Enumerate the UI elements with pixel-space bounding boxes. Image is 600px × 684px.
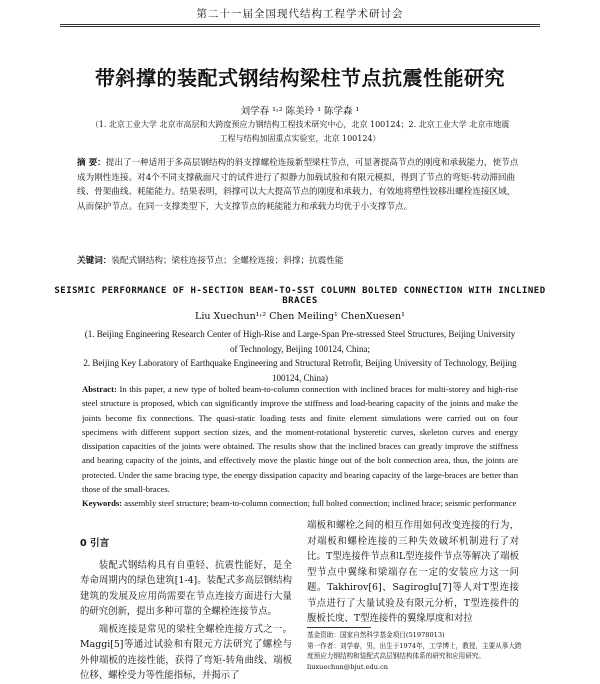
- body-paragraph: 装配式钢结构具有自重轻、抗震性能好，是全寿命周期内的绿色建筑[1-4]。装配式多高层钢结构建筑的发展及应用尚需要在节点连接方面进行大量的研究创新，提出多种可靠的全螺栓连接节点。: [80, 559, 292, 617]
- affiliation-en-line: 2. Beijing Key Laboratory of Earthquake Engineering and Structural Retrofit, Beijing University of Technology, Beijing 100124, China): [83, 358, 517, 383]
- body-paragraph: 端板和螺栓之间的相互作用如何改变连接的行为，对端板和螺栓连接的三种失效破坏机制进行了对比。T型连接件节点和L型连接件节点等解决了端板型节点中翼缘和梁端存在一定的安装应力这一问题。Takhirov[6]、Sagiroglu[7]等人对T型连接节点进行了大量试验及有限元分析，T型连接件的腹板长度、T型连接件的翼缘厚度和对拉: [307, 520, 519, 624]
- affiliations-cn: [85, 118, 515, 146]
- abstract-en-text: In this paper, a new type of bolted beam-to-column connection with inclined braces for multi-storey and high-rise steel structure is proposed, which can significantly improve the stiffness and load-bearing capacity of the joints and make the joints become fix connections. The quasi-static loading tests and finite element simulations were carried out on four specimens with different support section sizes, and the moment-rotational hysteretic curves, skeleton curves and energy dissipation capacities of the joints were obtained. The results show that the inclined braces can greatly improve the stiffness and bearing capacity of the joints, and effectively move the plastic hinge out of the bolt connection area, thus, the joints are protected. Under the same bracing type, the energy dissipation capacity and bearing capacity of the large-braces are better than those of the small-braces.: [82, 384, 518, 495]
- keywords-en-label: Keywords:: [82, 498, 123, 509]
- paper-title-en: SEISMIC PERFORMANCE OF H-SECTION BEAM-TO-SST COLUMN BOLTED CONNECTION WITH INCLINED BRACES: [54, 286, 546, 306]
- footnotes: [307, 630, 527, 672]
- footnote-funding: 基金资助：国家自然科学基金项目(51978013): [307, 631, 445, 639]
- footnote-email: liuxuechun@bjut.edu.cn: [307, 662, 389, 671]
- abstract-en-label: Abstract:: [82, 384, 117, 394]
- footnote-author: 第一作者：刘学春，男，出生于1974年，工学博士，教授，主要从事大跨度预应力钢结构和装配式高层钢结构体系的研究和应用研究。: [307, 641, 522, 660]
- keywords-en-text: assembly steel structure; beam-to-column connection; full bolted connection; inclined brace; seismic performance: [124, 498, 517, 509]
- header-rule: [60, 24, 540, 27]
- running-head: 第二十一届全国现代结构工程学术研讨会: [196, 8, 404, 20]
- affiliations-en: [80, 327, 520, 385]
- abstract-cn: [77, 156, 523, 214]
- keywords-cn: [77, 254, 523, 266]
- paper-title-cn: 带斜撑的装配式钢结构梁柱节点抗震性能研究: [95, 66, 505, 90]
- body-column-right: [307, 518, 519, 627]
- authors-en: Liu Xuechun¹˒² Chen Meiling¹ ChenXuesen¹: [195, 311, 405, 322]
- body-paragraph: 端板连接是常见的梁柱全螺栓连接方式之一。Maggi[5]等通过试验和有限元方法研究了螺栓与外伸端板的连接性能，获得了弯矩-转角曲线、端板位移、螺栓受力等性能指标，并揭示了: [80, 623, 292, 681]
- abstract-cn-label: 摘 要：: [77, 158, 106, 168]
- affiliation-en-line: (1. Beijing Engineering Research Center of High-Rise and Large-Span Pre-stressed Steel Structures, Beijing University of Technology, Beijing 100124, China;: [84, 329, 516, 354]
- section-heading-intro: 0 引言: [80, 538, 110, 549]
- affiliation-cn-line: （1. 北京工业大学 北京市高层和大跨度预应力钢结构工程技术研究中心，北京 100124；2. 北京工业大学 北京市地震: [90, 120, 510, 129]
- body-column-left: [80, 536, 292, 684]
- authors-cn: 刘学春 ¹˒² 陈美玲 ¹ 陈学森 ¹: [240, 106, 360, 117]
- keywords-cn-label: 关键词：: [77, 256, 112, 266]
- abstract-cn-text: 提出了一种适用于多高层钢结构的斜支撑螺栓连接新型梁柱节点，可显著提高节点的刚度和承载能力，使节点成为刚性连接。对4个不同支撑截面尺寸的试件进行了拟静力加载试验和有限元模拟，得到了节点的弯矩-转动滞回曲线、骨架曲线、耗能能力。结果表明，斜撑可以大大提高节点的刚度和承载力，有效地将塑性铰移出螺栓连接区域，从而保护节点。在同一支撑类型下，大支撑节点的耗能能力和承载力均优于小支撑节点。: [77, 158, 519, 212]
- keywords-cn-text: 装配式钢结构；梁柱连接节点；全螺栓连接；斜撑；抗震性能: [111, 256, 344, 266]
- abstract-en: [82, 382, 518, 511]
- affiliation-cn-line: 工程与结构加固重点实验室，北京 100124）: [219, 134, 381, 143]
- footnote-rule: [307, 627, 371, 628]
